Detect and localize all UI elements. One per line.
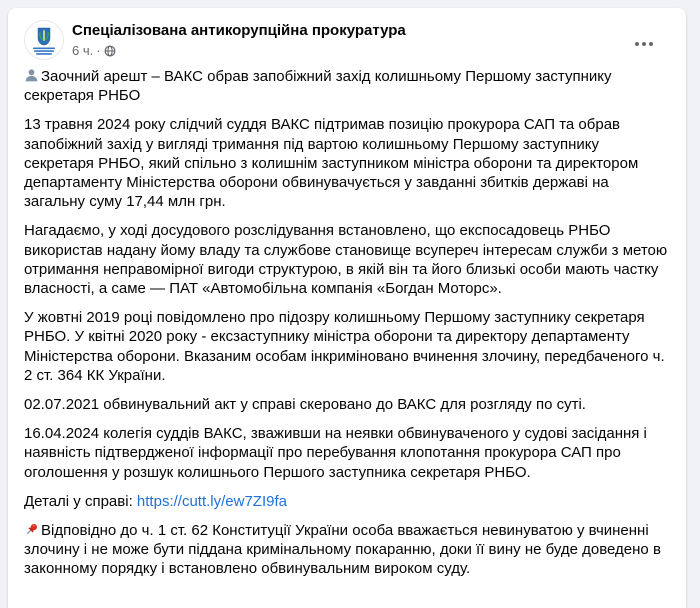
- timestamp-link[interactable]: 6 ч.: [72, 43, 94, 58]
- post-paragraph: Заочний арешт – ВАКС обрав запобіжний захід колишньому Першому заступнику секретаря РНБО: [24, 68, 612, 105]
- page-avatar[interactable]: [24, 20, 64, 60]
- page-name[interactable]: Спеціалізована антикорупційна прокуратура: [72, 22, 406, 39]
- case-details-link[interactable]: https://cutt.ly/ew7ZI9fa: [136, 492, 287, 510]
- header-text-block: [72, 20, 628, 59]
- post-header: [8, 8, 686, 60]
- post-paragraph: 16.04.2024 колегія суддів ВАКС, зваживши на неявки обвинуваченого у судові засідання і наявність підтвердженої інформації про перебування клопотання прокурора САП про оголошення у розшук колишнього Першого заступника секретаря РНБО.: [24, 425, 647, 481]
- globe-privacy-icon: [104, 45, 116, 57]
- bust-in-silhouette-emoji-icon: [24, 68, 39, 83]
- post-paragraph: [24, 492, 670, 511]
- post-paragraph: Нагадаємо, у ході досудового розслідування встановлено, що експосадовець РНБО використав надану йому владу та службове становище всупереч інтересам служби з метою отримання неправомірної вигоди структурою, в якій він та його близькі особи мають частку власності, а саме — ПАТ «Автомобільна компанія «Богдан Моторс».: [24, 222, 668, 298]
- round-pushpin-emoji-icon: [24, 522, 39, 537]
- link-label: Деталі у справі:: [24, 492, 137, 510]
- post-paragraph: Відповідно до ч. 1 ст. 62 Конституції України особа вважається невинуватою у вчиненні злочину і не може бути піддана кримінальному покаранню, доки її вину не буде доведено в законному порядку і встановлено обвинувальним вироком суду.: [24, 522, 661, 578]
- post-paragraph: 02.07.2021 обвинувальний акт у справі скеровано до ВАКС для розгляду по суті.: [24, 396, 586, 414]
- post-paragraph: У жовтні 2019 році повідомлено про підозру колишньому Першому заступнику секретаря РНБО. У квітні 2020 року - ексзаступнику міністра оборони та директору департаменту Міністерства оборони. Вказаним особам інкриміновано вчинення злочину, передбаченого ч. 2 ст. 364 КК України.: [24, 309, 665, 384]
- ellipsis-menu-icon: [635, 42, 639, 46]
- post-paragraph: 13 травня 2024 року слідчий суддя ВАКС підтримав позицію прокурора САП та обрав запобіжний захід у вигляді тримання під вартою колишньому Першому заступнику секретаря РНБО, який спільно з колишнім заступником міністра оборони та директором департаменту Міністерства оборони обвинувачується у завданні збитків державі на загальну суму 17,44 млн грн.: [24, 116, 639, 211]
- post-meta: [72, 43, 628, 59]
- meta-separator: ·: [96, 43, 101, 58]
- post-card: [8, 8, 686, 608]
- post-text: [8, 60, 686, 595]
- post-options-button[interactable]: [628, 28, 660, 60]
